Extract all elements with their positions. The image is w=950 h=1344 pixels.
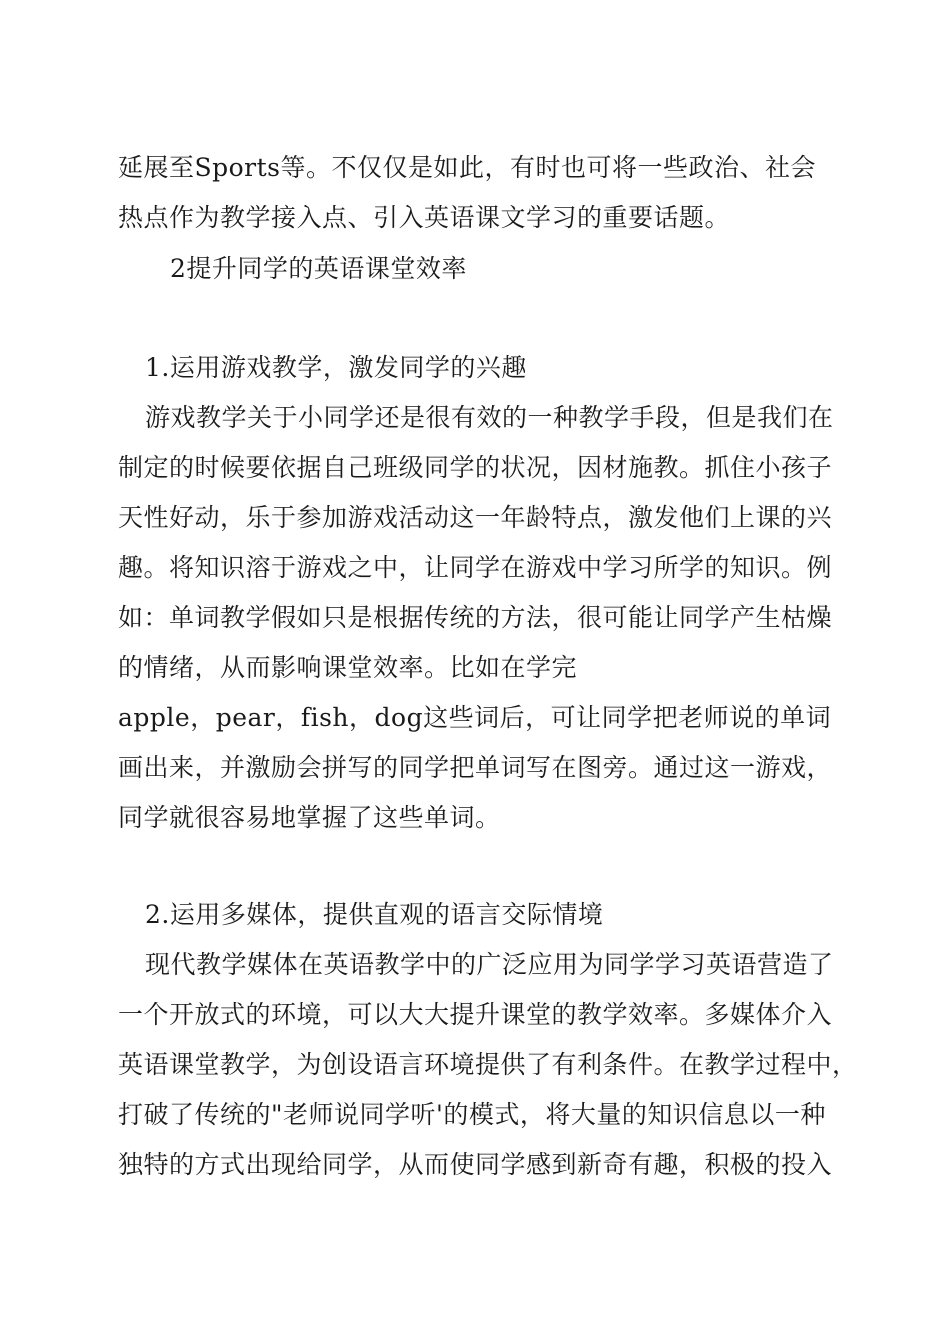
text-line: 同学就很容易地掌握了这些单词。 (118, 803, 501, 832)
text-line: 趣。将知识溶于游戏之中，让同学在游戏中学习所学的知识。例 (118, 553, 833, 582)
text-line: 延展至Sports等。不仅仅是如此，有时也可将一些政治、社会 (118, 153, 817, 182)
text-line: 天性好动，乐于参加游戏活动这一年龄特点，激发他们上课的兴 (118, 503, 833, 532)
text-line: 打破了传统的"老师说同学听'的模式，将大量的知识信息以一种 (118, 1100, 826, 1129)
text-line: 现代教学媒体在英语教学中的广泛应用为同学学习英语营造了 (145, 950, 834, 979)
subsection-heading: 2.运用多媒体，提供直观的语言交际情境 (145, 900, 604, 929)
text-line: 制定的时候要依据自己班级同学的状况，因材施教。抓住小孩子 (118, 453, 833, 482)
text-line: 如：单词教学假如只是根据传统的方法，很可能让同学产生枯燥 (118, 603, 833, 632)
text-line: 独特的方式出现给同学，从而使同学感到新奇有趣，积极的投入 (118, 1150, 833, 1179)
text-line: 一个开放式的环境，可以大大提升课堂的教学效率。多媒体介入 (118, 1000, 833, 1029)
section-heading: 2提升同学的英语课堂效率 (170, 254, 467, 283)
text-line: 热点作为教学接入点、引入英语课文学习的重要话题。 (118, 203, 731, 232)
text-line: 英语课堂教学，为创设语言环境提供了有利条件。在教学过程中， (118, 1050, 858, 1079)
text-line: 画出来，并激励会拼写的同学把单词写在图旁。通过这一游戏， (118, 753, 833, 782)
subsection-heading: 1.运用游戏教学，激发同学的兴趣 (145, 353, 527, 382)
text-line: 的情绪，从而影响课堂效率。比如在学完 (118, 653, 578, 682)
text-line: apple，pear，fish，dog这些词后，可让同学把老师说的单词 (118, 703, 832, 732)
text-line: 游戏教学关于小同学还是很有效的一种教学手段，但是我们在 (145, 403, 834, 432)
